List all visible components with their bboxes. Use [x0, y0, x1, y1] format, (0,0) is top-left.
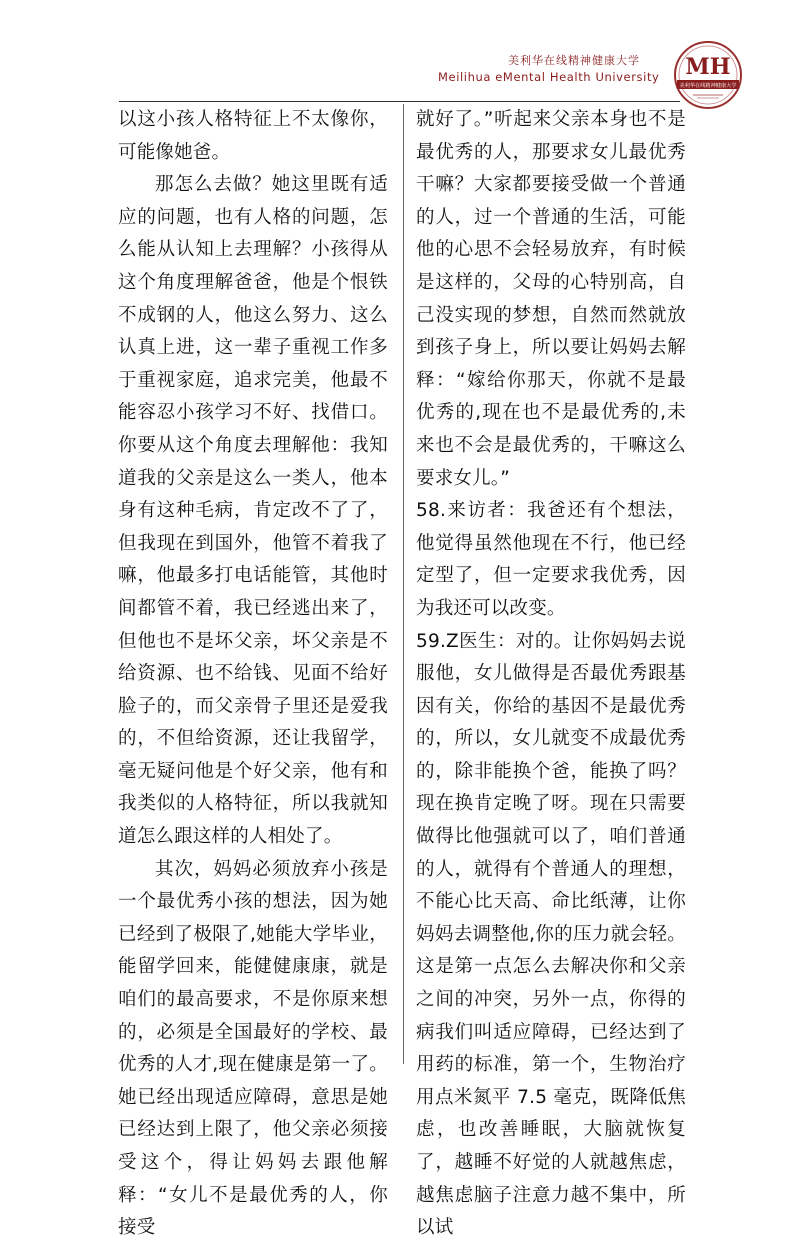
- university-name-en: Meilihua eMental Health University: [438, 70, 660, 84]
- dialogue-turn-58: 58.来访者：我爸还有个想法，他觉得虽然他现在不行，他已经定型了，但一定要求我优秀，因为我还可以改变。: [416, 500, 686, 619]
- paragraph: 以这小孩人格特征上不太像你，可能像她爸。: [118, 109, 388, 163]
- right-column: [416, 104, 686, 1245]
- university-name-cn: 美利华在线精神健康大学: [508, 54, 640, 67]
- paragraph: 就好了。”听起来父亲本身也不是最优秀的人，那要求女儿最优秀干嘛？大家都要接受做一个普通的人，过一个普通的生活，可能他的心思不会轻易放弃，有时候是这样的，父母的心特别高，自己没实现的梦想，自然而然就放到孩子身上，所以要让妈妈去解释：“嫁给你那天，你就不是最优秀的,现在也不是最优秀的,未来也不会是最优秀的，干嘛这么要求女儿。”: [416, 109, 686, 489]
- left-column: [118, 104, 388, 1245]
- dialogue-turn-59: 59.Z医生：对的。让你妈妈去说服他，女儿做得是否最优秀跟基因有关，你给的基因不是最优秀的，所以，女儿就变不成最优秀的，除非能换个爸，能换了吗？现在换肯定晚了呀。现在只需要做得比他强就可以了，咱们普通的人，就得有个普通人的理想，不能心比天高、命比纸薄，让你妈妈去调整他,你的压力就会轻。这是第一点怎么去解决你和父亲之间的冲突，另外一点，你得的病我们叫适应障碍，已经达到了用药的标准，第一个，生物治疗用点米氮平 7.5 毫克，既降低焦虑，也改善睡眠，大脑就恢复了，越睡不好觉的人就越焦虑，越焦虑脑子注意力越不集中，所以试: [416, 630, 686, 1239]
- header-rule: [119, 101, 680, 102]
- paragraph: 那怎么去做？她这里既有适应的问题，也有人格的问题，怎么能从认知上去理解？小孩得从这个角度理解爸爸，他是个恨铁不成钢的人，他这么努力、这么认真上进，这一辈子重视工作多于重视家庭，追求完美，他最不能容忍小孩学习不好、找借口。你要从这个角度去理解他：我知道我的父亲是这么一类人，他本身有这种毛病，肯定改不了了，但我现在到国外，他管不着我了嘛，他最多打电话能管，其他时间都管不着，我已经逃出来了，但他也不是坏父亲，坏父亲是不给资源、也不给钱、见面不给好脸子的，而父亲骨子里还是爱我的，不但给资源，还让我留学，毫无疑问他是个好父亲，他有和我类似的人格特征，所以我就知道怎么跟这样的人相处了。: [118, 174, 388, 848]
- logo-initials: MH: [685, 54, 731, 80]
- page-header: [0, 0, 800, 108]
- university-logo: [673, 40, 743, 110]
- logo-caption: 美利华在线精神健康大学: [679, 83, 737, 89]
- paragraph: 其次，妈妈必须放弃小孩是一个最优秀小孩的想法，因为她已经到了极限了,她能大学毕业，能留学回来，能健健康康，就是咱们的最高要求，不是你原来想的，必须是全国最好的学校、最优秀的人才,现在健康是第一了。她已经出现适应障碍，意思是她已经达到上限了，他父亲必须接受这个，得让妈妈去跟他解释：“女儿不是最优秀的人，你接受: [118, 858, 388, 1239]
- column-divider: [403, 104, 404, 1064]
